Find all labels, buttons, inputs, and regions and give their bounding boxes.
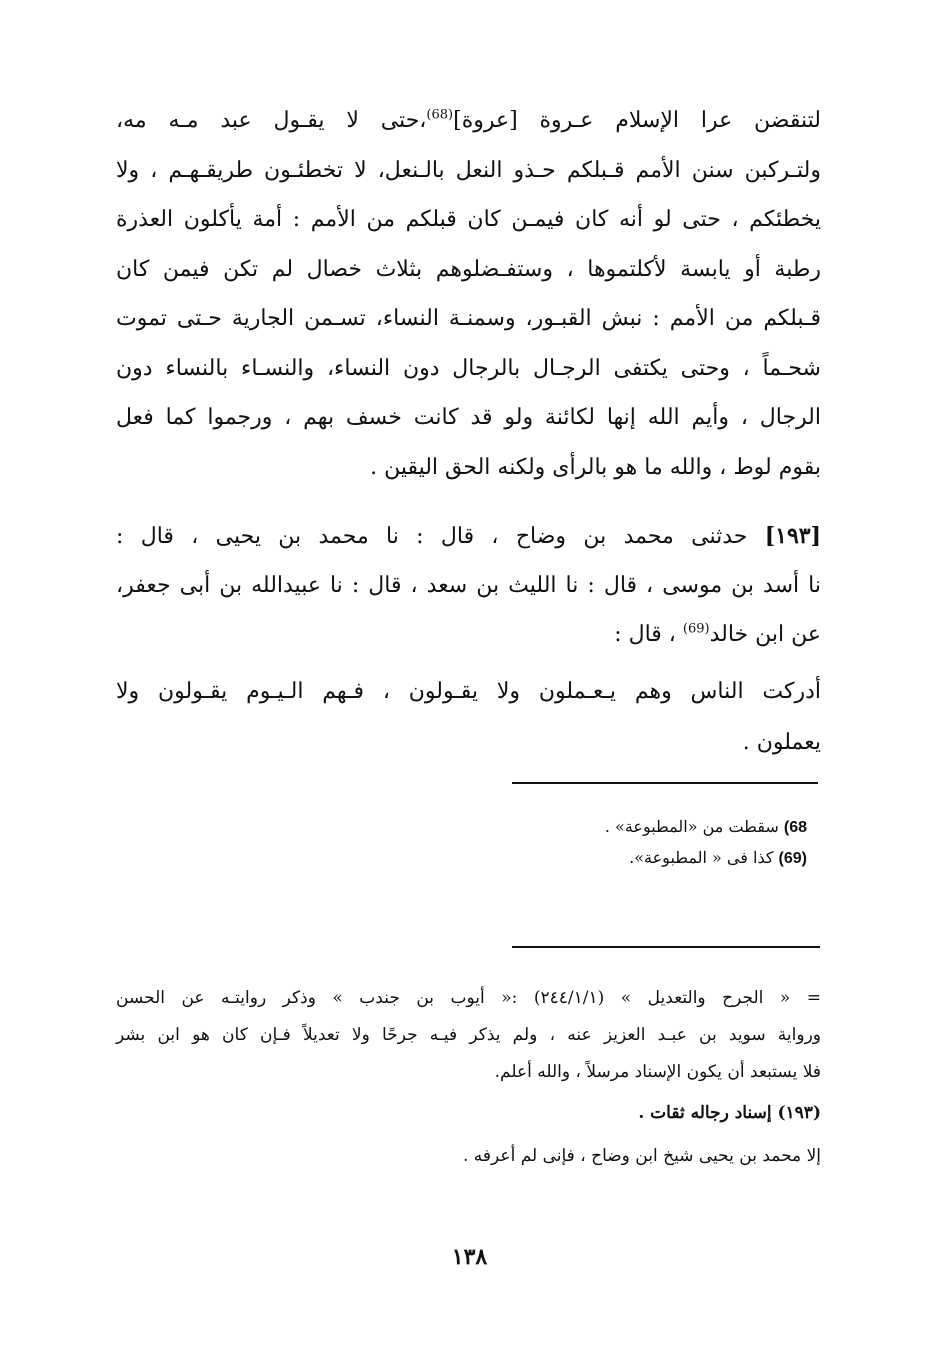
commentary-line-3: فلا يستبعد أن يكون الإسناد مرسلاً ، والله أعلم. <box>494 1062 821 1082</box>
main-line-1-tail: ،حتى لا يقـول عبد مـه مه، <box>116 108 427 133</box>
main-line-5: قـبلكم من الأمم : نبش القبـور، وسمنـة النساء، تسـمن الجارية حـتى تموت <box>116 306 821 331</box>
commentary-line-1: = « الجرح والتعديل » (٢٤٤/١/١) :« أيوب بن جندب » وذكر روايتـه عن الحسن <box>116 988 821 1008</box>
main-line-2: ولتـركبن سنن الأمم قـبلكم حـذو النعل بالـنعل، لا تخطئـون طريقـهـم ، ولا <box>116 157 821 183</box>
hadith-line-3 <box>116 610 821 659</box>
hadith-line-2: نا أسد بن موسى ، قال : نا الليث بن سعد ، قال : نا عبيدالله بن أبى جعفر، <box>116 573 821 598</box>
hadith-line-3-start: عن ابن خالد <box>709 622 821 647</box>
quote-line-2: يعملون . <box>742 730 821 755</box>
hadith-line-1-text: حدثنى محمد بن وضاح ، قال : نا محمد بن يحيى ، قال : <box>116 524 748 549</box>
footnote-69 <box>407 843 807 874</box>
footnote-68 <box>407 812 807 843</box>
commentary-divider <box>512 946 820 948</box>
commentary-section <box>116 980 821 1175</box>
main-line-1 <box>116 96 821 146</box>
footnotes <box>407 812 807 874</box>
footnote-divider <box>512 782 818 784</box>
quote-line-1: أدركت الناس وهم يـعـملون ولا يقـولون ، فـهم الـيـوم يقـولون ولا <box>116 679 821 704</box>
main-line-4: رطبة أو يابسة لأكلتموها ، وستفـضلوهم بثلاث خصال لم تكن فيمن كان <box>116 256 821 282</box>
main-line-1-text: لتنقضن عرا الإسلام عـروة [عروة] <box>453 108 821 133</box>
footnote-68-text: سقطت من «المطبوعة» . <box>604 817 779 836</box>
hadith-paragraph <box>116 512 821 659</box>
footnote-ref-68: (68) <box>426 107 454 123</box>
main-line-6: شحـماً ، وحتى يكتفى الرجـال بالرجال دون النساء، والنسـاء بالنساء دون <box>116 355 821 381</box>
main-line-8: بقوم لوط ، والله ما هو بالرأى ولكنه الحق اليقين . <box>370 454 821 480</box>
footnote-ref-69: (69) <box>682 621 710 637</box>
main-line-3: يخطئكم ، حتى لو أنه كان فيمـن كان قبلكم من الأمم : أمة يأكلون العذرة <box>116 207 821 232</box>
main-paragraph <box>116 96 821 492</box>
footnote-68-number: 68) <box>783 819 807 836</box>
footnote-69-text: كذا فى « المطبوعة». <box>629 848 774 867</box>
page-number: ١٣٨ <box>451 1244 488 1270</box>
hadith-number: [١٩٣] <box>764 523 822 549</box>
commentary-line-2: ورواية سويد بن عبـد العزيز عنه ، ولم يذكر فيـه جرحًا ولا تعديلاً فـإن كان هو ابن بشر <box>116 1025 821 1045</box>
hadith-line-3-end: ، قال : <box>614 622 676 647</box>
footnote-69-number: (69) <box>778 850 807 867</box>
quote-paragraph <box>116 666 821 768</box>
hadith-line-1 <box>116 512 821 561</box>
commentary-heading: (١٩٣) إسناد رجاله ثقات . <box>638 1103 821 1123</box>
commentary-extra: إلا محمد بن يحيى شيخ ابن وضاح ، فإنى لم أعرفه . <box>463 1146 821 1166</box>
main-line-7: الرجال ، وأيم الله إنها لكائنة ولو قد كانت خسف بهم ، ورجموا كما فعل <box>116 405 821 430</box>
